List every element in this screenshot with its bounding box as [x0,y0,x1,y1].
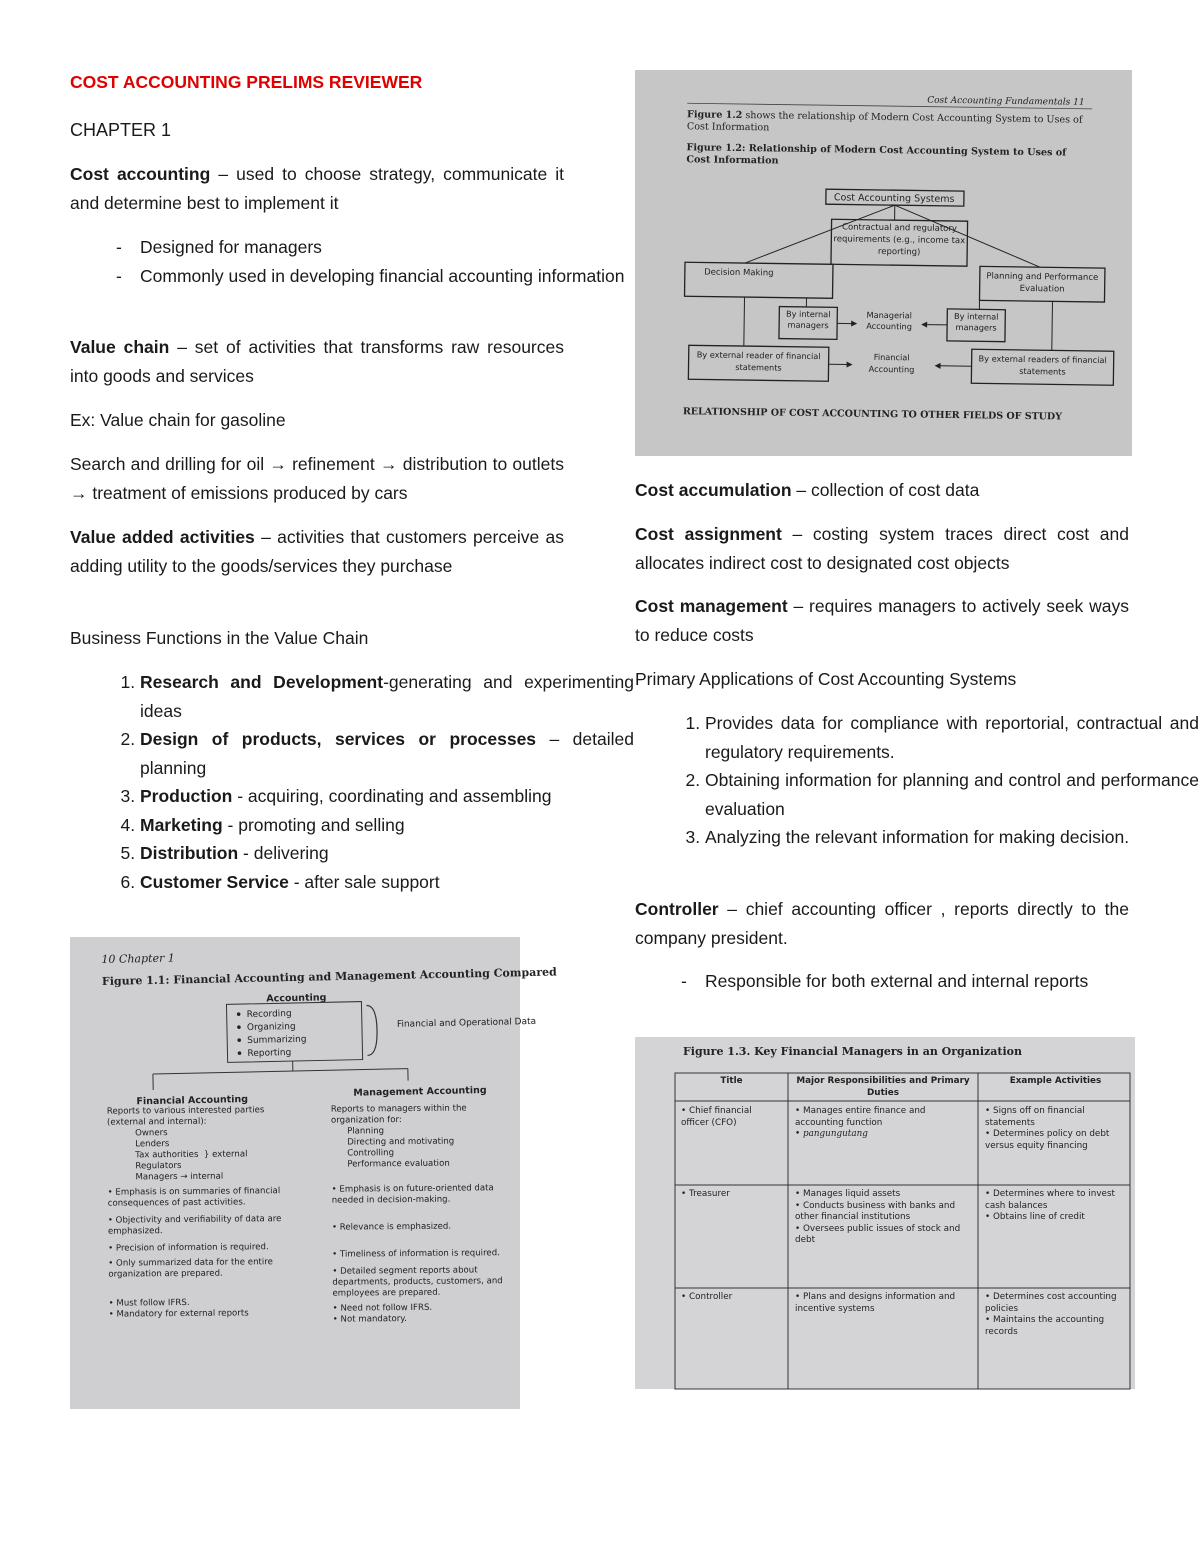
svg-text:Cost Accounting Fundamentals: Cost Accounting Fundamentals 11 [927,95,1085,108]
business-functions-list [70,668,634,896]
controller-definition: Controller – chief accounting officer , reports directly to the company president. [635,899,1129,948]
value-chain-example: Search and drilling for oil → refinement → distribution to outlets → treatment of emissions produced by cars [70,454,564,503]
svg-text:Summarizing: Summarizing [247,1034,307,1046]
primary-applications-heading: Primary Applications of Cost Accounting Systems [635,669,1017,689]
svg-text:Cost Accounting Systems: Cost Accounting Systems [833,192,955,205]
value-added-definition: Value added activities – activities that customers perceive as adding utility to the goods/services they purchase [70,527,564,576]
list-item: 2. Obtaining information for planning and control and performance evaluation [705,766,1199,823]
list-item: 1. Provides data for compliance with reportorial, contractual and regulatory requirements. [705,709,1199,766]
page-title: COST ACCOUNTING PRELIMS REVIEWER [70,72,423,92]
figure-1-1-photo: 10 Chapter 1 Figure 1.1: Financial Accounting and Management Accounting Compared Accounting Recording Organizing Summarizing Reporting Financial and Operational Data Financial Accounting Management Accounting Reports to various interested parties (external and internal): Owners Lenders Tax authorities } external Regulators Managers → internal • Emphasis is on summaries of financial consequences of past activities. • Objectivity and verifiability of data are emphasized. • Precision of information is required. • Only summarized data for the entire organization are prepared. • Must follow IFRS. • Mandatory for external reports Reports to managers within the organization for: Planning Directing and motivating Controlling Performance evaluation • Emphasis is on future-oriented data needed in decision-making. • Relevance is emphasized. • Timeliness of information is required. • Detailed segment reports about departments, products, customers, and employees are prepared. • Need not follow IFRS. • Not mandatory. [70,937,520,1409]
list-item: 3. Production - acquiring, coordinating and assembling [140,782,634,811]
svg-text:Management Accounting: Management Accounting [353,1084,487,1099]
value-chain-definition: Value chain – set of activities that transforms raw resources into goods and services [70,337,564,386]
term: Value added activities [70,527,255,547]
value-chain-example-label: Ex: Value chain for gasoline [70,410,286,430]
list-item: 1. Research and Development-generating and experimenting ideas [140,668,634,725]
primary-applications-list [635,709,1199,852]
cost-accounting-definition: Cost accounting – used to choose strategy, communicate it and determine best to implement it [70,164,564,213]
term: Cost accounting [70,164,211,184]
svg-text:Figure 1.1: Financial Accounti: Figure 1.1: Financial Accounting and Management Accounting Compared [101,965,557,988]
svg-text:Figure 1.3. Key Financial Mana: Figure 1.3. Key Financial Managers in an Organization [683,1045,1022,1058]
list-item: - Commonly used in developing financial accounting information [140,262,634,291]
svg-text:Organizing: Organizing [246,1021,296,1033]
figure-1-2-photo: Cost Accounting Fundamentals 11 Figure 1.2 shows the relationship of Modern Cost Accounting System to Uses of Cost Information Figure 1.2: Relationship of Modern Cost Accounting System to Uses of Cost Information Cost Accounting Systems Contractual and regulatory requirements (e.g., income tax reporting) Decision Making Planning and Performance Evaluation By internal managers Managerial Accounting By internal managers By external reader of financial statements Financial Accounting By external readers of financial statements RELATIONSHIP OF COST ACCOUNTING TO OTHER FIELDS OF STUDY [635,70,1132,456]
business-functions-heading: Business Functions in the Value Chain [70,628,369,648]
list-item: 5. Distribution - delivering [140,839,634,868]
list-item: - Responsible for both external and internal reports [705,967,1199,996]
cost-assignment-definition: Cost assignment – costing system traces direct cost and allocates indirect cost to designated cost objects [635,524,1129,573]
svg-text:Reporting: Reporting [247,1048,292,1059]
list-item: 3. Analyzing the relevant information for making decision. [705,823,1199,852]
list-item: 4. Marketing - promoting and selling [140,811,634,840]
cost-management-definition: Cost management – requires managers to actively seek ways to reduce costs [635,596,1130,645]
svg-text:Recording: Recording [246,1009,292,1020]
cost-accumulation-definition: Cost accumulation – collection of cost data [635,480,980,500]
list-item: 6. Customer Service - after sale support [140,868,634,897]
side-label: Financial and Operational Data [396,1016,537,1030]
term: Value chain [70,337,170,357]
list-item: - Designed for managers [140,233,634,262]
svg-text:10 Chapter 1: 10 Chapter 1 [101,951,175,967]
cost-accounting-bullets [70,233,634,290]
list-item: 2. Design of products, services or processes – detailed planning [140,725,634,782]
chapter-heading: CHAPTER 1 [70,120,172,140]
svg-text:Financial Accounting: Financial Accounting [136,1093,249,1108]
svg-text:Accounting: Accounting [266,992,327,1005]
figure-1-3-photo: Figure 1.3. Key Financial Managers in an Organization Title Major Responsibilities and Primary Duties Example Activities • Chief financial officer (CFO) • Manages entire finance and accounting function • pangungutang • Signs off on financial statements • Determines policy on debt versus equity financing • Treasurer • Manages liquid assets • Conducts business with banks and other financial institutions • Oversees public issues of stock and debt • Determines where to invest cash balances • Obtains line of credit • Controller • Plans and designs information and incentive systems • Determines cost accounting policies • Maintains the accounting records [635,1037,1135,1389]
controller-bullets [635,967,1199,996]
